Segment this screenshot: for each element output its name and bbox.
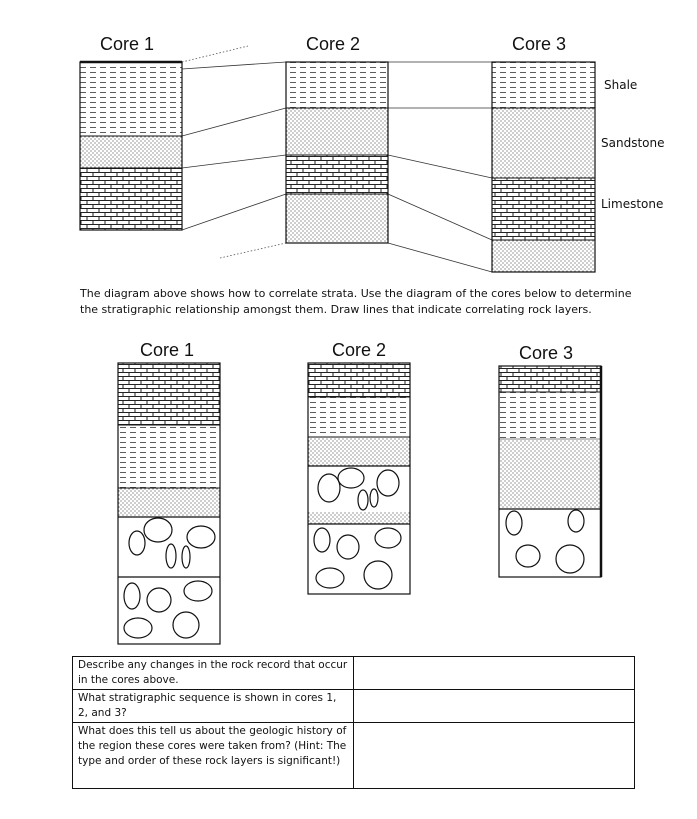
example-core-2-shale: [286, 62, 388, 108]
legend-limestone: Limestone: [601, 197, 664, 211]
exercise-core-3-conglomerate: [499, 509, 601, 577]
exercise-core-1-shale: [118, 425, 220, 488]
instructions-text: The diagram above shows how to correlate strata. Use the diagram of the cores below to determine the stratigraphic relationship amongst them. Draw lines that indicate correlating rock layers.: [80, 287, 632, 316]
example-core-1-limestone: [80, 168, 182, 230]
example-core-1: [80, 62, 182, 230]
legend-shale: Shale: [604, 78, 638, 92]
example-core-2-title: Core 2: [306, 34, 361, 54]
exercise-core-3-sandstone: [499, 439, 601, 509]
example-core-2-limestone: [286, 155, 388, 194]
example-core-3-limestone: [492, 178, 595, 240]
legend-sandstone: Sandstone: [601, 136, 665, 150]
question-row: [73, 723, 635, 789]
exercise-core-1-conglomerate-lower: [118, 577, 220, 644]
question-3: What does this tell us about the geologic history of the region these cores were taken from? (Hint: The type and order of these rock layers is significant!): [73, 723, 354, 789]
example-core-2-sandstone: [286, 108, 388, 155]
exercise-core-2-title: Core 2: [332, 340, 387, 360]
example-core-1-shale: [80, 62, 182, 136]
example-core-2: [286, 62, 388, 243]
exercise-core-2-shale: [308, 397, 410, 437]
question-1: Describe any changes in the rock record that occur in the cores above.: [73, 657, 354, 690]
example-core-3-title: Core 3: [512, 34, 567, 54]
question-row: [73, 657, 635, 690]
example-core-3-sandstone: [492, 108, 595, 178]
exercise-core-1-sandstone: [118, 488, 220, 517]
exercise-core-1-limestone: [118, 363, 220, 425]
questions-table: [72, 656, 635, 789]
question-2: What stratigraphic sequence is shown in cores 1, 2, and 3?: [73, 690, 354, 723]
exercise-core-2-limestone: [308, 363, 410, 397]
exercise-core-3-title: Core 3: [519, 343, 574, 363]
question-row: [73, 690, 635, 723]
example-core-1-title: Core 1: [100, 34, 155, 54]
exercise-core-3-shale: [499, 392, 601, 439]
answer-3-cell[interactable]: [354, 723, 635, 789]
exercise-core-2: [308, 363, 410, 594]
exercise-core-3: [499, 366, 601, 577]
exercise-core-2-sandstone-thin: [308, 512, 410, 524]
answer-1-cell[interactable]: [354, 657, 635, 690]
example-core-2-sandstone-lower: [286, 194, 388, 243]
dotted-correlation-lines: [182, 46, 286, 258]
example-core-3: [492, 62, 595, 272]
exercise-core-2-sandstone: [308, 437, 410, 466]
exercise-core-3-limestone: [499, 366, 601, 392]
exercise-core-1-title: Core 1: [140, 340, 195, 360]
exercise-core-2-conglomerate-lower: [308, 524, 410, 594]
example-core-3-shale: [492, 62, 595, 108]
answer-2-cell[interactable]: [354, 690, 635, 723]
example-core-3-sandstone-lower: [492, 240, 595, 272]
exercise-core-1: [118, 363, 220, 644]
example-core-1-sandstone: [80, 136, 182, 168]
